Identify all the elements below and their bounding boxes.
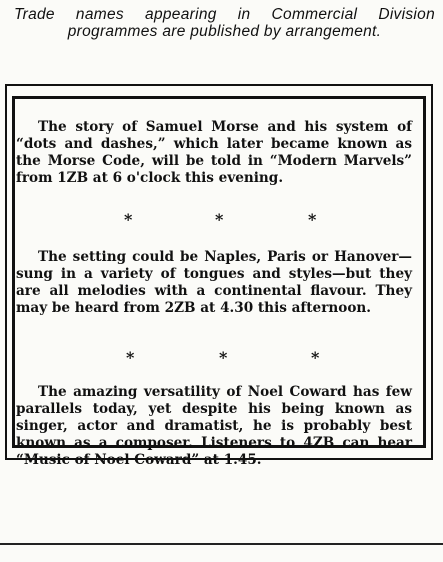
star: * bbox=[126, 348, 135, 367]
star: * bbox=[308, 210, 317, 229]
item-continental-melodies bbox=[16, 249, 412, 317]
item-text: The amazing versatility of Noel Coward has few parallels today, yet despite his being known as singer, actor and dramatist, he is probably best known as a composer. Listeners to 4ZB can hear “Music of Noel Coward” at 1.45. bbox=[16, 384, 412, 468]
item-noel-coward bbox=[16, 384, 412, 469]
star-separator bbox=[16, 348, 412, 368]
star: * bbox=[219, 348, 228, 367]
star-separator bbox=[16, 210, 412, 230]
star: * bbox=[215, 210, 224, 229]
publication-note: Trade names appearing in Commercial Division programmes are published by arrangement. bbox=[14, 6, 435, 40]
bottom-rule bbox=[0, 543, 443, 545]
star: * bbox=[124, 210, 133, 229]
item-morse-code bbox=[16, 119, 412, 187]
item-text: The setting could be Naples, Paris or Hanover—sung in a variety of tongues and styles—but they are all melodies with a continental flavour. They may be heard from 2ZB at 4.30 this afternoon. bbox=[16, 249, 412, 316]
star: * bbox=[311, 348, 320, 367]
item-text: The story of Samuel Morse and his system of “dots and dashes,” which later became known as the Morse Code, will be told in “Modern Marvels” from 1ZB at 6 o'clock this evening. bbox=[16, 119, 412, 186]
